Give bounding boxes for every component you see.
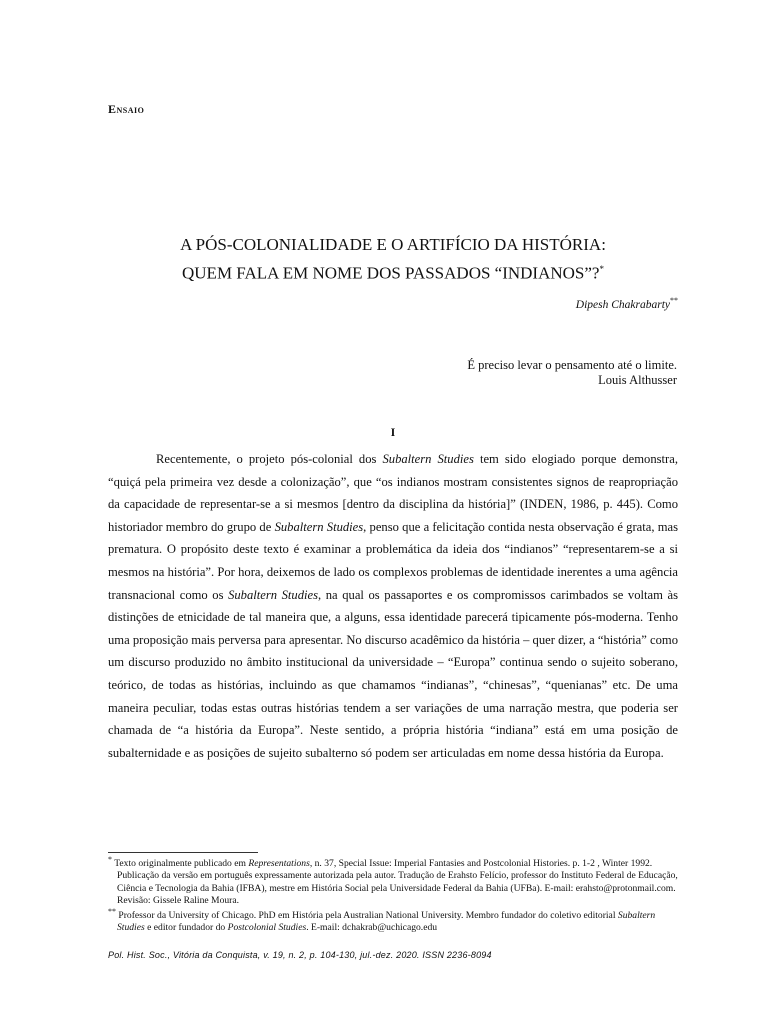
footnotes	[108, 854, 678, 936]
author-line	[576, 296, 678, 311]
section-number: I	[390, 425, 396, 439]
journal-citation: Pol. Hist. Soc., Vitória da Conquista, v. 19, n. 2, p. 104-130, jul.-dez. 2020. ISSN 2236-8094	[108, 950, 492, 960]
body-text	[108, 448, 678, 764]
epigraph-attribution: Louis Althusser	[598, 373, 677, 387]
title-line-2: QUEM FALA EM NOME DOS PASSADOS “INDIANOS”?*	[182, 263, 604, 283]
epigraph-quote: É preciso levar o pensamento até o limite.	[467, 358, 677, 372]
section-label: Ensaio	[108, 102, 145, 116]
author-name: Dipesh Chakrabarty	[575, 298, 670, 311]
title-line-1: A PÓS-COLONIALIDADE E O ARTIFÍCIO DA HISTÓRIA:	[180, 235, 606, 254]
footnote-2: ** Professor da University of Chicago. PhD em História pela Australian National University. Membro fundador do coletivo editorial Subaltern Studies e editor fundador do Postcolonial Studies. E-mail: dchakrab@uchicago.edu	[108, 906, 656, 934]
article-title	[108, 233, 678, 286]
footnote-1: * Texto originalmente publicado em Representations, n. 37, Special Issue: Imperial Fantasies and Postcolonial Histories. p. 1-2 , Winter 1992. Publicação da versão em português expressamente autorizada pela autor. Tradução de Erahsto Felício, professor do Instituto Federal de Educação, Ciência e Tecnologia da Bahia (IFBA), mestre em História Social pela Universidade Federal da Bahia (UFBa). E-mail: erahsto@protonmail.com. Revisão: Gissele Raline Moura.	[108, 854, 678, 907]
title-footnote-mark[interactable]: *	[599, 264, 604, 274]
paragraph: Recentemente, o projeto pós-colonial dos Subaltern Studies tem sido elogiado porque demonstra, “quiçá pela primeira vez desde a colonização”, que “os indianos mostram consistentes signos de reapropriação da capacidade de representar-se a si mesmos [dentro da disciplina da história]” (INDEN, 1986, p. 445). Como historiador membro do grupo de Subaltern Studies, penso que a felicitação contida nesta observação é grata, mas prematura. O propósito deste texto é examinar a problemática da ideia dos “indianos” “representarem-se a si mesmos na história”. Por hora, deixemos de lado os complexos problemas de identidade inerentes a uma agência transnacional como os Subaltern Studies, na qual os passaportes e os compromissos carimbados se voltam às distinções de etnicidade de tal maneira que, a alguns, essa identidade parecerá tipicamente pós-moderna. Tenho uma proposição mais perversa para apresentar. No discurso acadêmico da história – quer dizer, a “história” como um discurso produzido no âmbito institucional da universidade – “Europa” continua sendo o sujeito soberano, teórico, de todas as histórias, incluindo as que chamamos “indianas”, “chinesas”, “quenianas” etc. De uma maneira peculiar, todas estas outras histórias tendem a ser variações de uma narração mestra, que poderia ser chamada de “a história da Europa”. Neste sentido, a própria história “indiana” está em uma posição de subalternidade e as posições de sujeito subalterno só podem ser articuladas em nome dessa história da Europa.	[108, 452, 678, 760]
epigraph	[467, 358, 677, 388]
footnote-divider	[108, 852, 258, 853]
author-footnote-mark[interactable]: **	[670, 296, 678, 305]
